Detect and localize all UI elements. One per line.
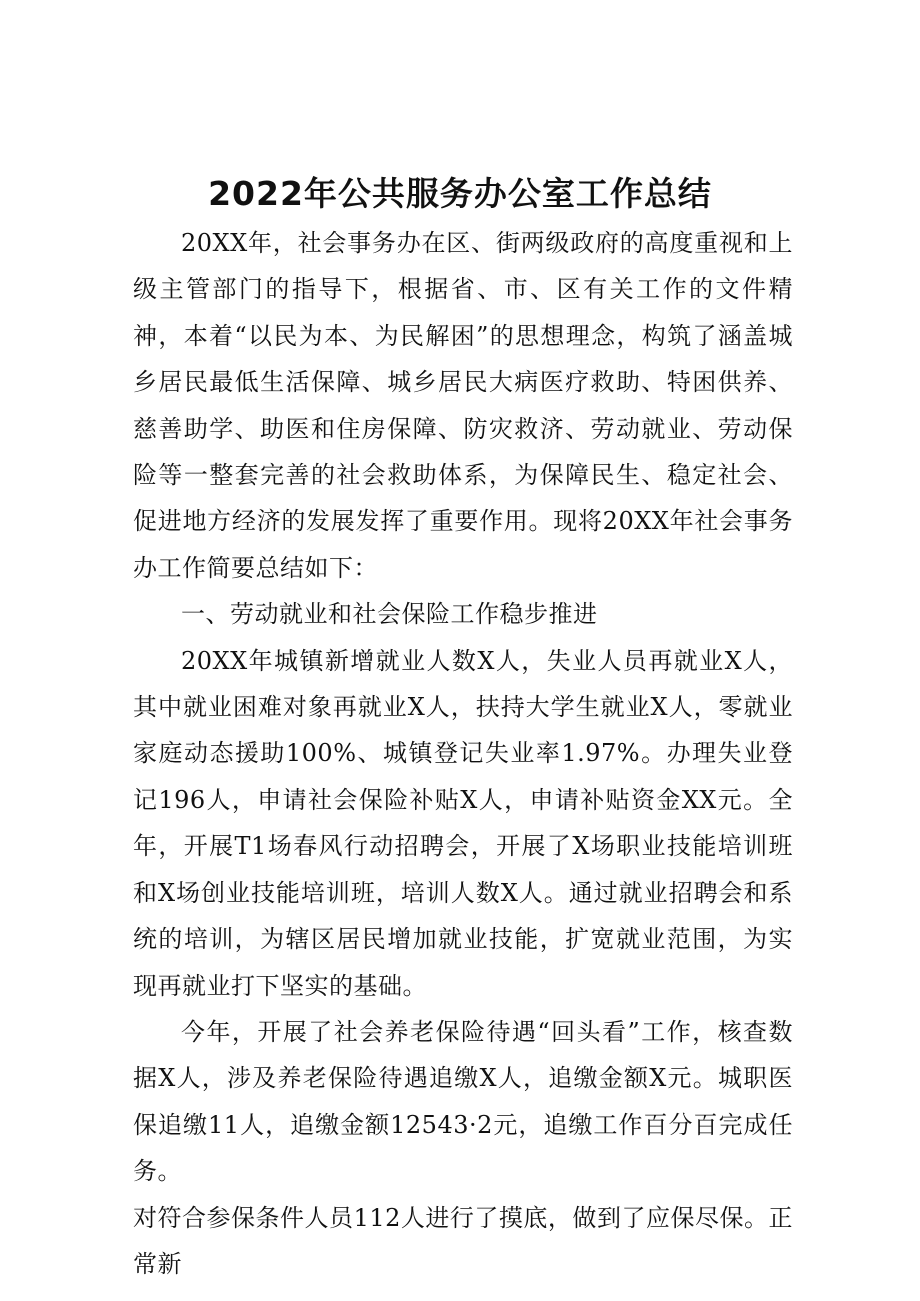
document-title: 2022年公共服务办公室工作总结 xyxy=(208,174,712,213)
section-heading-employment: 一、劳动就业和社会保险工作稳步推进 xyxy=(181,600,598,629)
employment-paragraph: 20XX年城镇新增就业人数X人，失业人员再就业X人，其中就业困难对象再就业X人，扶持大学生就业X人，零就业家庭动态援助100%、城镇登记失业率1.97%。办理失业登记196人，申请社会保险补贴X人，申请补贴资金XX元。全年，开展T1场春风行动招聘会，开展了X场职业技能培训班和X场创业技能培训班，培训人数X人。通过就业招聘会和系统的培训，为辖区居民增加就业技能，扩宽就业范围，为实现再就业打下坚实的基础。 xyxy=(133,646,793,1000)
insurance-paragraph: 对符合参保条件人员112人进行了摸底，做到了应保尽保。正常新 xyxy=(133,1203,793,1278)
pension-paragraph: 今年，开展了社会养老保险待遇“回头看”工作，核查数据X人，涉及养老保险待遇追缴X人，追缴金额X元。城职医保追缴11人，追缴金额12543·2元，追缴工作百分百完成任务。 xyxy=(133,1017,793,1186)
intro-paragraph: 20XX年，社会事务办在区、街两级政府的高度重视和上级主管部门的指导下，根据省、市、区有关工作的文件精神，本着“以民为本、为民解困”的思想理念，构筑了涵盖城乡居民最低生活保障、城乡居民大病医疗救助、特困供养、慈善助学、助医和住房保障、防灾救济、劳动就业、劳动保险等一整套完善的社会救助体系，为保障民生、稳定社会、促进地方经济的发展发挥了重要作用。现将20XX年社会事务办工作简要总结如下： xyxy=(133,229,793,582)
document-body xyxy=(133,220,793,1287)
